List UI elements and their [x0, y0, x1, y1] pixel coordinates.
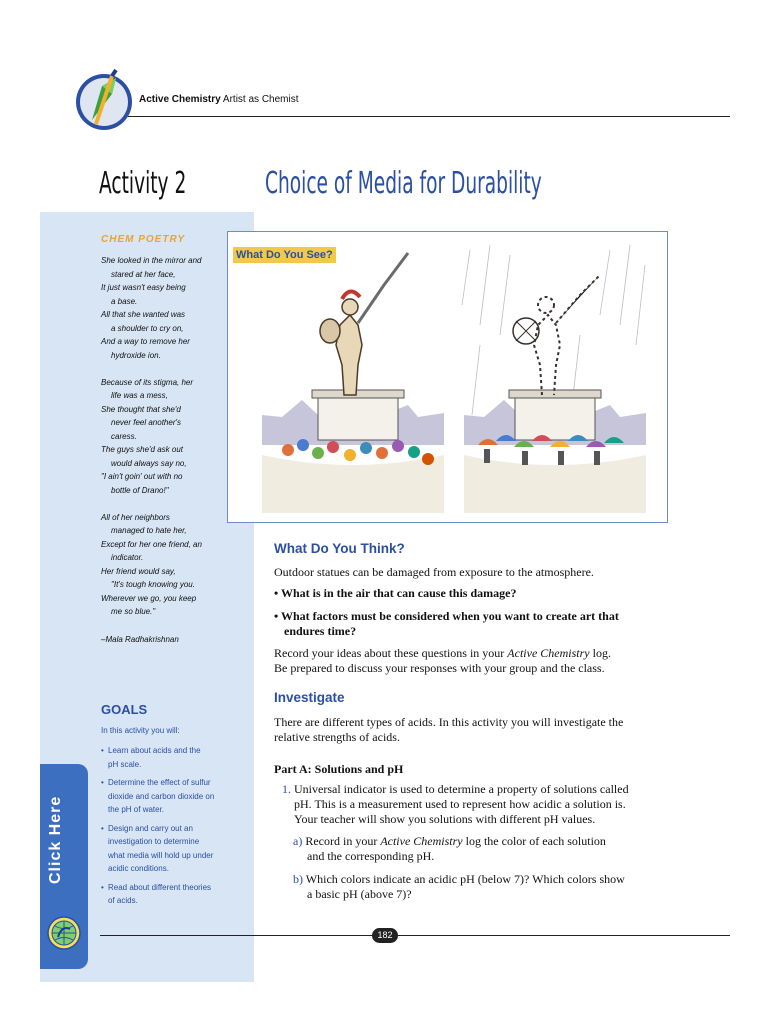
step-1-line	[282, 782, 692, 797]
step-letter: b)	[293, 872, 303, 886]
poem-line: "It's tough knowing you.	[111, 580, 195, 589]
investigate-intro	[274, 715, 694, 745]
page-number: 182	[372, 928, 398, 943]
poem-line: Because of its stigma, her	[101, 377, 194, 387]
question-1: • What is in the air that can cause this damage?	[274, 586, 517, 600]
goal-item	[101, 744, 246, 771]
activity-label: Activity 2	[99, 166, 187, 201]
step-1b-line: a basic pH (above 7)?	[307, 887, 412, 901]
poem-line: a shoulder to cry on,	[111, 323, 184, 333]
globe-icon[interactable]	[46, 915, 82, 951]
book-title-rest: Artist as Chemist	[220, 94, 299, 105]
record-instructions	[274, 646, 694, 676]
poem-line: She looked in the mirror and	[101, 256, 202, 265]
poem-line: stared at her face,	[111, 269, 176, 279]
step-1-line: Your teacher will show you solutions with different pH values.	[294, 812, 596, 826]
record-emphasis: Active Chemistry	[507, 646, 590, 660]
step-emphasis: Active Chemistry	[380, 834, 463, 848]
book-title	[139, 94, 299, 105]
poem-line: me so blue."	[111, 607, 156, 616]
poem-line: a base.	[111, 296, 138, 306]
goal-item	[101, 776, 246, 817]
goal-line: dioxide and carbon dioxide on	[108, 791, 215, 801]
think-intro: Outdoor statues can be damaged from exposure to the atmosphere.	[274, 565, 594, 579]
what-do-you-see-heading: What Do You See?	[233, 247, 336, 263]
investigate-heading: Investigate	[274, 690, 345, 705]
goals-list	[101, 744, 246, 913]
question-2-line: • What factors must be considered when you want to create art that	[274, 609, 619, 623]
what-do-you-think-heading: What Do You Think?	[274, 541, 405, 556]
poem-line: Wherever we go, you keep	[101, 593, 197, 603]
goal-line: Read about different theories	[108, 882, 212, 892]
goal-item	[101, 881, 246, 908]
goals-heading: GOALS	[101, 702, 148, 717]
poem-line: bottle of Drano!"	[111, 485, 169, 495]
goal-line: pH scale.	[108, 759, 142, 769]
question-2-line: endures time?	[284, 624, 357, 638]
step-number: 1.	[282, 782, 291, 796]
click-here-label[interactable]: Click Here	[47, 795, 64, 884]
poem	[101, 254, 241, 646]
goal-line: investigation to determine	[108, 837, 200, 846]
poem-line: managed to hate her,	[111, 526, 187, 535]
poem-line: life was a mess,	[111, 391, 168, 400]
poem-line: caress.	[111, 431, 137, 441]
poem-line: would always say no,	[111, 458, 187, 468]
poem-line: hydroxide ion.	[111, 350, 161, 360]
goal-line: Design and carry out an	[108, 823, 193, 833]
step-letter: a)	[293, 834, 303, 848]
bullet-icon: •	[101, 882, 104, 892]
step-1b	[293, 872, 693, 902]
header-rule	[128, 116, 730, 117]
bullet-icon: •	[101, 778, 104, 787]
goal-line: Determine the effect of sulfur	[108, 778, 211, 787]
poem-line: And a way to remove her	[101, 337, 190, 346]
step-text: log the color of each solution	[462, 834, 606, 848]
step-text: Record in your	[305, 834, 381, 848]
investigate-line: There are different types of acids. In this activity you will investigate the	[274, 715, 624, 729]
goal-line: what media will hold up under	[108, 850, 214, 860]
bullet-icon: •	[101, 746, 104, 755]
poem-line: All that she wanted was	[101, 310, 186, 319]
investigate-line: relative strengths of acids.	[274, 730, 400, 744]
poem-line: indicator.	[111, 553, 144, 562]
activity-title: Choice of Media for Durability	[265, 166, 542, 201]
goal-item	[101, 822, 246, 876]
poem-line: Her friend would say,	[101, 566, 176, 576]
poem-line: All of her neighbors	[101, 512, 170, 522]
step-text: Which colors indicate an acidic pH (below 7)? Which colors show	[305, 872, 625, 886]
step-1-line: pH. This is a measurement used to represent how acidic a solution is.	[294, 797, 626, 811]
step-1a	[293, 834, 693, 864]
poem-line: Except for her one friend, an	[101, 539, 202, 549]
statue-cartoon-before	[258, 245, 448, 513]
poem-line: She thought that she'd	[101, 404, 181, 414]
part-a-heading: Part A: Solutions and pH	[274, 762, 404, 776]
book-title-bold: Active Chemistry	[139, 94, 221, 105]
chem-poetry-heading: CHEM POETRY	[101, 234, 186, 245]
poem-line: It just wasn't easy being	[101, 283, 186, 292]
poem-line: The guys she'd ask out	[101, 445, 184, 454]
record-line: Be prepared to discuss your responses with your group and the class.	[274, 661, 605, 675]
poem-author: –Mala Radhakrishnan	[101, 634, 179, 644]
goal-line: acidic conditions.	[108, 864, 169, 873]
goal-line: the pH of water.	[108, 805, 165, 814]
bullet-icon: •	[101, 823, 104, 833]
statue-cartoon-after	[460, 245, 650, 513]
poem-line: "I ain't goin' out with no	[101, 472, 183, 481]
step-text: Universal indicator is used to determine a property of solutions called	[294, 782, 629, 796]
poem-line: never feel another's	[111, 418, 182, 427]
footer-rule	[100, 935, 730, 936]
goals-intro: In this activity you will:	[101, 726, 180, 735]
step-1a-line	[293, 834, 693, 849]
step-1a-line: and the corresponding pH.	[307, 849, 435, 863]
book-logo-icon	[72, 68, 136, 132]
question-2	[274, 609, 674, 639]
step-1	[282, 782, 692, 827]
goal-line: of acids.	[108, 896, 138, 905]
record-line	[274, 646, 694, 661]
record-text: log.	[589, 646, 611, 660]
record-text: Record your ideas about these questions in your	[274, 646, 508, 660]
goal-line: Learn about acids and the	[108, 746, 201, 755]
step-1b-line	[293, 872, 693, 887]
